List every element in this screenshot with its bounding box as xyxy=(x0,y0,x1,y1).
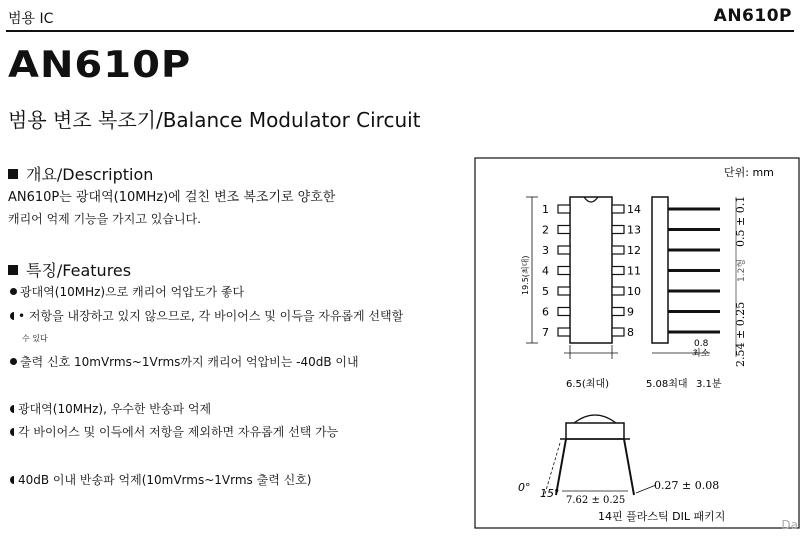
left-pin-number: 3 xyxy=(542,244,549,257)
width-dim-label: 6.5(최대) xyxy=(566,379,610,390)
angle-min-label: 0° xyxy=(518,481,531,494)
left-pin xyxy=(558,246,570,254)
features-heading-text: 특징/Features xyxy=(26,261,132,280)
feature-item xyxy=(10,283,244,300)
feature-item xyxy=(10,471,311,488)
category-label: 범용 IC xyxy=(8,11,54,27)
package-diagram xyxy=(474,157,800,529)
lead-thk-label: 0.27 ± 0.08 xyxy=(654,479,720,492)
package-caption: 14핀 플라스틱 DIL 패키지 xyxy=(598,510,726,523)
right-pin xyxy=(612,328,624,336)
feature-item-continued: 수 있다 xyxy=(22,334,48,343)
feature-text: 각 바이어스 및 이득에서 저항을 제외하면 자유롭게 선택 가능 xyxy=(18,425,339,439)
right-pin xyxy=(612,226,624,234)
lead-thk-pointer xyxy=(636,485,656,493)
feature-text: 광대역(10MHz), 우수한 반송파 억제 xyxy=(18,402,212,416)
angle-max-label: 15° xyxy=(540,487,560,500)
unit-label: 단위: mm xyxy=(724,166,774,179)
right-pin-number: 8 xyxy=(627,326,634,339)
left-pin-number: 6 xyxy=(542,305,549,319)
watermark: Da xyxy=(781,518,798,532)
right-pin-number: 12 xyxy=(627,244,641,257)
description-line-2: 캐리어 억제 기능을 가지고 있습니다. xyxy=(8,212,201,226)
left-pin-number: 1 xyxy=(542,203,549,216)
lead-width-label: 1.2형 xyxy=(737,258,747,282)
right-pin xyxy=(612,308,624,316)
side-view-leads xyxy=(668,209,720,332)
description-heading xyxy=(8,162,153,185)
left-pin-number: 5 xyxy=(542,285,549,298)
right-pin-number: 13 xyxy=(627,223,641,237)
right-pin xyxy=(612,267,624,275)
feature-item xyxy=(10,400,211,417)
left-pin xyxy=(558,328,570,336)
right-pin-number: 14 xyxy=(627,203,641,216)
chip-body-side-view xyxy=(652,197,668,343)
right-pin-number: 10 xyxy=(627,285,641,298)
left-pin xyxy=(558,226,570,234)
left-pin xyxy=(558,205,570,213)
end-view-notch xyxy=(574,415,616,423)
bullet-icon xyxy=(10,405,14,413)
left-pin xyxy=(558,267,570,275)
bullet-icon xyxy=(10,428,14,436)
chip-body-end-view xyxy=(566,423,624,439)
bullet-icon xyxy=(10,312,14,320)
page-subtitle: 범용 변조 복조기/Balance Modulator Circuit xyxy=(8,108,421,132)
right-pin-number: 9 xyxy=(627,305,634,319)
page-title: AN610P xyxy=(8,44,192,87)
left-pin xyxy=(558,287,570,295)
left-pins xyxy=(542,203,570,339)
lead-thickness-label: 0.5 ± 0.1 xyxy=(734,195,747,247)
lead-length-label: 3.1분 xyxy=(696,379,722,390)
feature-text: 광대역(10MHz)으로 캐리어 억압도가 좋다 xyxy=(20,285,245,299)
feature-item xyxy=(10,353,359,370)
header-rule xyxy=(6,30,794,32)
right-pin xyxy=(612,246,624,254)
section-square-icon xyxy=(8,169,18,179)
feature-item xyxy=(10,423,338,440)
left-pin-number: 4 xyxy=(542,264,549,278)
min-dim-label: 최소 xyxy=(692,349,710,359)
part-number-header: AN610P xyxy=(713,6,792,26)
bullet-icon xyxy=(10,288,17,295)
feature-text: 출력 신호 10mVrms~1Vrms까지 캐리어 억압비는 -40dB 이내 xyxy=(20,355,359,369)
left-pin-number: 7 xyxy=(542,326,549,339)
section-square-icon xyxy=(8,265,18,275)
feature-text: • 저항을 내장하고 있지 않으므로, 각 바이어스 및 이득을 자유롭게 선택할 xyxy=(18,309,404,323)
features-heading xyxy=(8,258,131,281)
description-line-1: AN610P는 광대역(10MHz)에 걸친 변조 복조기로 양호한 xyxy=(8,190,336,205)
pitch-label: 2.54 ± 0.25 xyxy=(734,301,747,367)
description-heading-text: 개요/Description xyxy=(26,165,154,184)
feature-text: 40dB 이내 반송파 억제(10mVrms~1Vrms 출력 신호) xyxy=(18,473,312,487)
bullet-icon xyxy=(10,476,14,484)
right-pin xyxy=(612,287,624,295)
right-pins xyxy=(612,203,641,339)
right-pin xyxy=(612,205,624,213)
chip-body-top-view xyxy=(570,197,612,343)
right-pin-number: 11 xyxy=(627,264,641,278)
end-view-right-lead xyxy=(624,439,634,495)
height-dim-label: 5.08최대 xyxy=(646,379,688,390)
left-pin-number: 2 xyxy=(542,223,549,237)
length-dim-label: 19.5(최대) xyxy=(521,255,530,295)
feature-item xyxy=(10,307,403,324)
left-pin xyxy=(558,308,570,316)
min-dim-value: 0.8 xyxy=(694,339,709,349)
row-spacing-label: 7.62 ± 0.25 xyxy=(566,495,626,506)
bullet-icon xyxy=(10,358,17,365)
